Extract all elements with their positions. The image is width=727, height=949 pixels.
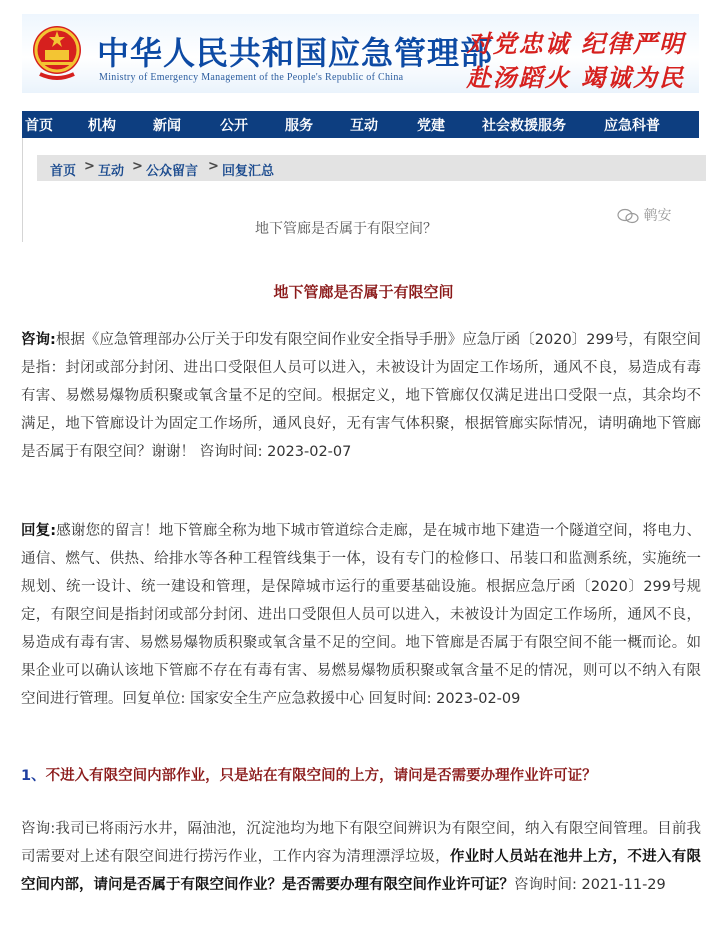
nav-item-services[interactable]: 服务 — [285, 118, 313, 134]
breadcrumb-interaction[interactable]: 互动 — [98, 164, 125, 179]
nav-item-rescue-service[interactable]: 社会救援服务 — [482, 118, 566, 134]
article-title: 地下管廊是否属于有限空间 — [273, 283, 454, 301]
watermark-text: 鹌安 — [643, 208, 672, 224]
reply-paragraph — [21, 517, 701, 713]
consult-text: 根据《应急管理部办公厅关于印发有限空间作业安全指导手册》应急厅函〔2020〕299号，有限空间是指：封闭或部分封闭、进出口受限但人员可以进入，未被设计为固定工作场所，通风不良，易造成有毒有害、易燃易爆物质积聚或氧含量不足的空间。根据定义，地下管廊仅仅满足进出口受限一点，其余均不满足，地下管廊设计为固定工作场所，通风良好，无有害气体积聚，根据管廊实际情况，请明确地下管廊是否属于有限空间？谢谢！ 咨询时间: 2023-02-07 — [21, 332, 701, 460]
nav-item-interaction[interactable]: 互动 — [350, 118, 378, 134]
article-heading: 地下管廊是否属于有限空间？ — [255, 221, 437, 237]
reply-label: 回复: — [21, 523, 57, 539]
main-nav — [22, 111, 699, 138]
consult-label: 咨询: — [21, 332, 56, 348]
question-consult-time: 咨询时间: 2021-11-29 — [514, 877, 666, 893]
nav-item-public[interactable]: 公开 — [220, 118, 248, 134]
wechat-icon — [617, 208, 639, 224]
consult-paragraph — [21, 326, 701, 466]
nav-item-organization[interactable]: 机构 — [88, 118, 116, 134]
question-consult-paragraph — [21, 815, 701, 899]
slogan-line-2: 赴汤蹈火 竭诚为民 — [466, 63, 685, 92]
question-title-text: 不进入有限空间内部作业，只是站在有限空间的上方，请问是否需要办理作业许可证？ — [45, 768, 597, 784]
question-number: 1、 — [21, 768, 46, 784]
question-consult-text: 咨询:我司已将雨污水井，隔油池，沉淀池均为地下有限空间辨识为有限空间，纳入有限空间管理。目前我司需要对上述有限空间进行捞污作业，工作内容为清理漂浮垃圾， — [21, 821, 701, 865]
slogan-line-1: 对党忠诚 纪律严明 — [466, 29, 685, 58]
breadcrumb-reply-summary[interactable]: 回复汇总 — [222, 164, 275, 179]
breadcrumb-home[interactable]: 首页 — [50, 164, 77, 179]
site-title: 中华人民共和国应急管理部 — [97, 34, 494, 72]
nav-item-news[interactable]: 新闻 — [153, 118, 181, 134]
question-title — [21, 764, 597, 785]
site-subtitle: Ministry of Emergency Management of the People's Republic of China — [99, 72, 404, 83]
question-consult-emphasis: 作业时人员站在池井上方，不进入有限空间内部，请问是否属于有限空间作业？是否需要办理有限空间作业许可证？ — [21, 849, 701, 893]
breadcrumb-public-message[interactable]: 公众留言 — [146, 164, 199, 179]
nav-item-party[interactable]: 党建 — [417, 118, 445, 134]
national-emblem-icon — [30, 22, 84, 82]
site-banner — [22, 14, 699, 93]
breadcrumb-separator: > — [208, 159, 219, 174]
content-frame — [22, 138, 699, 242]
nav-item-home[interactable]: 首页 — [25, 118, 53, 134]
nav-item-science[interactable]: 应急科普 — [604, 118, 660, 134]
frame-divider — [22, 138, 23, 242]
reply-text: 感谢您的留言！地下管廊全称为地下城市管道综合走廊，是在城市地下建造一个隧道空间，将电力、通信、燃气、供热、给排水等各种工程管线集于一体，设有专门的检修口、吊装口和监测系统，实施统一规划、统一设计、统一建设和管理，是保障城市运行的重要基础设施。根据应急厅函〔2020〕299号规定，有限空间是指封闭或部分封闭、进出口受限但人员可以进入，未被设计为固定工作场所，通风不良，易造成有毒有害、易燃易爆物质积聚或氧含量不足的空间。地下管廊是否属于有限空间不能一概而论。如果企业可以确认该地下管廊不存在有毒有害、易燃易爆物质积聚或氧含量不足的情况，则可以不纳入有限空间进行管理。回复单位: 国家安全生产应急救援中心 回复时间: 2023-02-09 — [21, 523, 701, 707]
breadcrumb — [37, 155, 706, 181]
watermark — [617, 205, 671, 225]
breadcrumb-separator: > — [132, 159, 143, 174]
breadcrumb-separator: > — [84, 159, 95, 174]
